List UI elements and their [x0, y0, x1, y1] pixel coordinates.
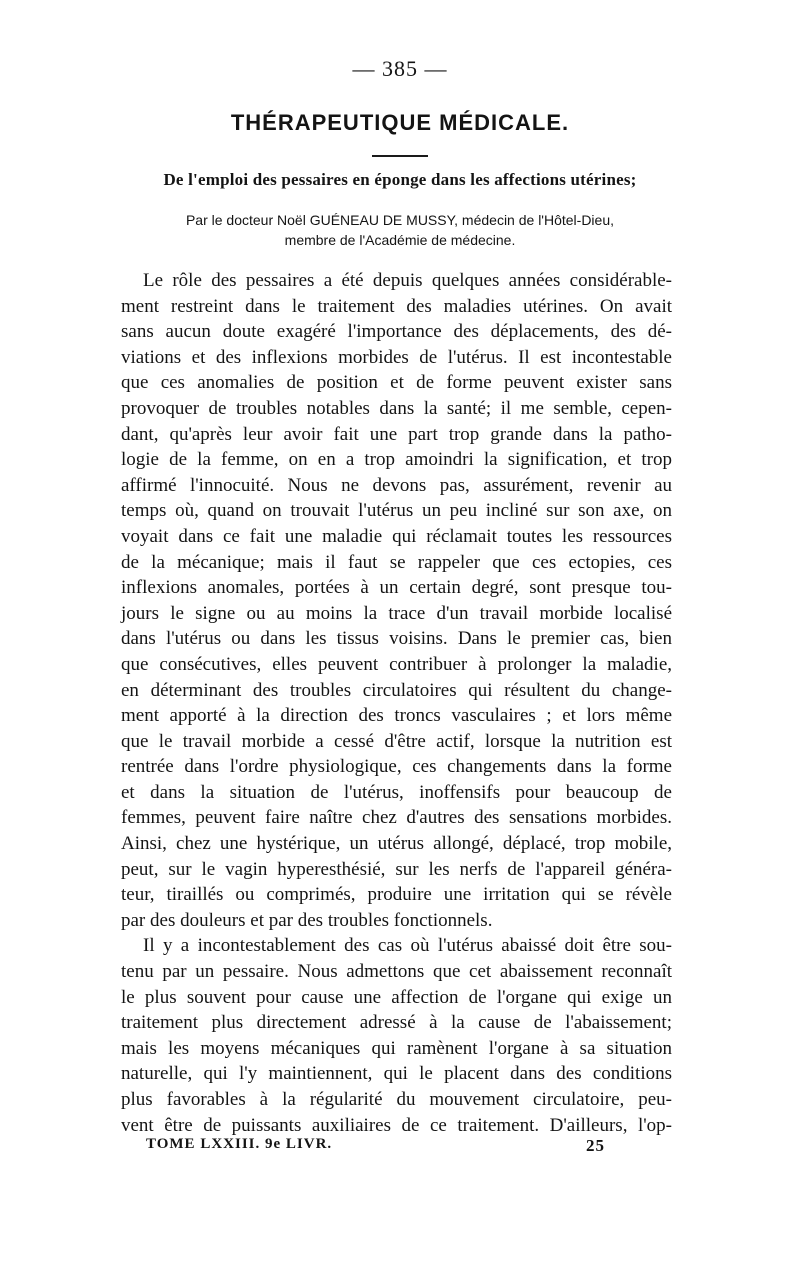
text-line: logie de la femme, on en a trop amoindri la signification, et trop	[121, 449, 672, 471]
text-line: jours le signe ou au moins la trace d'un travail morbide localisé	[121, 602, 672, 624]
text-line: provoquer de troubles notables dans la santé; il me semble, cepen-	[121, 397, 672, 419]
text-line: plus favorables à la régularité du mouvement circulatoire, peu-	[121, 1089, 672, 1110]
text-line: peut, sur le vagin hyperesthésié, sur les nerfs de l'appareil généra-	[121, 858, 672, 880]
text-line: par des douleurs et par des troubles fonctionnels.	[121, 909, 493, 931]
byline	[0, 210, 800, 250]
text-line: tenu par un pessaire. Nous admettons que cet abaissement reconnaît	[121, 961, 672, 983]
text-line: sans aucun doute exagéré l'importance des déplacements, des dé-	[121, 321, 672, 343]
article-body	[121, 268, 672, 1138]
text-line: traitement plus directement adressé à la cause de l'abaissement;	[121, 1012, 672, 1034]
text-line: Le rôle des pessaires a été depuis quelques années considérable-	[143, 270, 672, 291]
volume-signature: TOME LXXIII. 9e LIVR.	[146, 1136, 333, 1152]
text-line: vent être de puissants auxiliaires de ce traitement. D'ailleurs, l'op-	[121, 1114, 672, 1136]
text-line: dans l'utérus ou dans les tissus voisins. Dans le premier cas, bien	[121, 628, 672, 650]
text-line: que le travail morbide a cessé d'être actif, lorsque la nutrition est	[121, 730, 672, 752]
text-line: ment restreint dans le traitement des maladies utérines. On avait	[121, 295, 672, 317]
text-line: teur, tiraillés ou comprimés, produire une irritation qui se révèle	[121, 884, 672, 906]
text-line: temps où, quand on trouvait l'utérus un peu incliné sur son axe, on	[121, 500, 672, 522]
text-line: mais les moyens mécaniques qui ramènent l'organe à sa situation	[121, 1037, 672, 1059]
text-line: femmes, peuvent faire naître chez d'autres des sensations morbides.	[121, 807, 672, 829]
text-line: le plus souvent pour cause une affection de l'organe qui exige un	[121, 986, 672, 1008]
text-line: inflexions anomales, portées à un certain degré, sont presque tou-	[121, 577, 672, 599]
text-line: voyait dans ce fait une maladie qui réclamait toutes les ressources	[121, 525, 672, 547]
text-line: que ces anomalies de position et de forme peuvent exister sans	[121, 372, 672, 394]
text-line: que consécutives, elles peuvent contribuer à prolonger la maladie,	[121, 653, 672, 675]
text-line: ment apporté à la direction des troncs vasculaires ; et lors même	[121, 705, 672, 727]
text-line: naturelle, qui l'y maintiennent, qui le placent dans des conditions	[121, 1063, 672, 1085]
sheet-number: 25	[586, 1136, 605, 1155]
text-line: dant, qu'après leur avoir fait une part trop grande dans la patho-	[121, 423, 672, 445]
text-line: Il y a incontestablement des cas où l'utérus abaissé doit être sou-	[143, 935, 672, 957]
page-number: — 385 —	[352, 56, 448, 81]
text-line: de la mécanique; mais il faut se rappeler que ces ectopies, ces	[121, 551, 672, 573]
byline-author: Par le docteur Noël GUÉNEAU DE MUSSY, médecin de l'Hôtel-Dieu,	[185, 212, 615, 228]
text-line: affirmé l'innocuité. Nous ne devons pas, assurément, revenir au	[121, 474, 672, 496]
text-line: rentrée dans l'ordre physiologique, ces changements dans la forme	[121, 756, 672, 778]
text-line: Ainsi, chez une hystérique, un utérus allongé, déplacé, trop mobile,	[121, 833, 672, 855]
article-title: De l'emploi des pessaires en éponge dans les affections utérines;	[163, 170, 637, 189]
section-title: THÉRAPEUTIQUE MÉDICALE.	[230, 110, 570, 135]
text-line: et dans la situation de l'utérus, inoffensifs pour beaucoup de	[121, 781, 672, 803]
text-line: en déterminant des troubles circulatoires qui résultent du change-	[121, 679, 672, 701]
title-divider	[372, 155, 428, 157]
text-line: viations et des inflexions morbides de l'utérus. Il est incontestable	[121, 346, 672, 368]
byline-affiliation: membre de l'Académie de médecine.	[284, 232, 516, 248]
